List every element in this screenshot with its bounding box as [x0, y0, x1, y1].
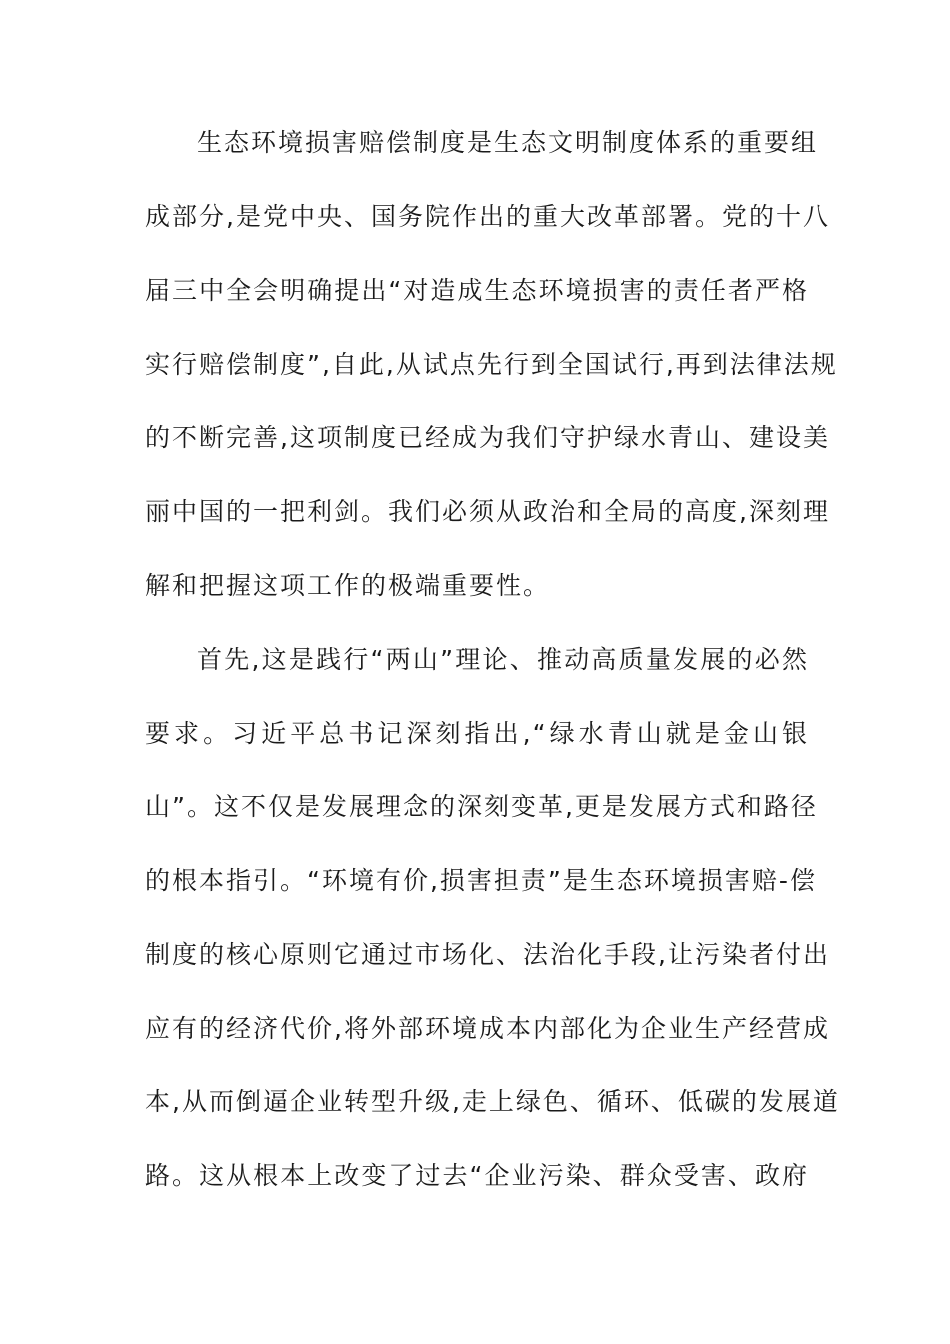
paragraph-2-line-6: 应有的经济代价,将外部环境成本内部化为企业生产经营成 [145, 1014, 830, 1043]
paragraph-1-line-6: 丽中国的一把利剑。我们必须从政治和全局的高度,深刻理 [145, 497, 830, 526]
paragraph-1-line-7: 解和把握这项工作的极端重要性。 [145, 571, 551, 600]
paragraph-2-line-2: 要求。习近平总书记深刻指出,“绿水青山就是金山银 [145, 719, 809, 748]
paragraph-2-line-3: 山”。这不仅是发展理念的深刻变革,更是发展方式和路径 [145, 792, 818, 821]
paragraph-1-line-4: 实行赔偿制度”,自此,从试点先行到全国试行,再到法律法规 [145, 350, 838, 379]
paragraph-2-line-4: 的根本指引。“环境有价,损害担责”是生态环境损害赔-偿 [145, 866, 817, 895]
paragraph-2-line-1: 首先,这是践行“两山”理论、推动高质量发展的必然 [197, 645, 809, 674]
paragraph-1-line-5: 的不断完善,这项制度已经成为我们守护绿水青山、建设美 [145, 423, 830, 452]
paragraph-2-line-7: 本,从而倒逼企业转型升级,走上绿色、循环、低碳的发展道 [145, 1087, 840, 1116]
paragraph-1-line-1: 生态环境损害赔偿制度是生态文明制度体系的重要组 [197, 128, 819, 157]
paragraph-1-line-3: 届三中全会明确提出“对造成生态环境损害的责任者严格 [145, 276, 809, 305]
paragraph-2-line-8: 路。这从根本上改变了过去“企业污染、群众受害、政府 [145, 1161, 809, 1190]
paragraph-2-line-5: 制度的核心原则它通过市场化、法治化手段,让污染者付出 [145, 940, 830, 969]
paragraph-1-line-2: 成部分,是党中央、国务院作出的重大改革部署。党的十八 [145, 202, 830, 231]
